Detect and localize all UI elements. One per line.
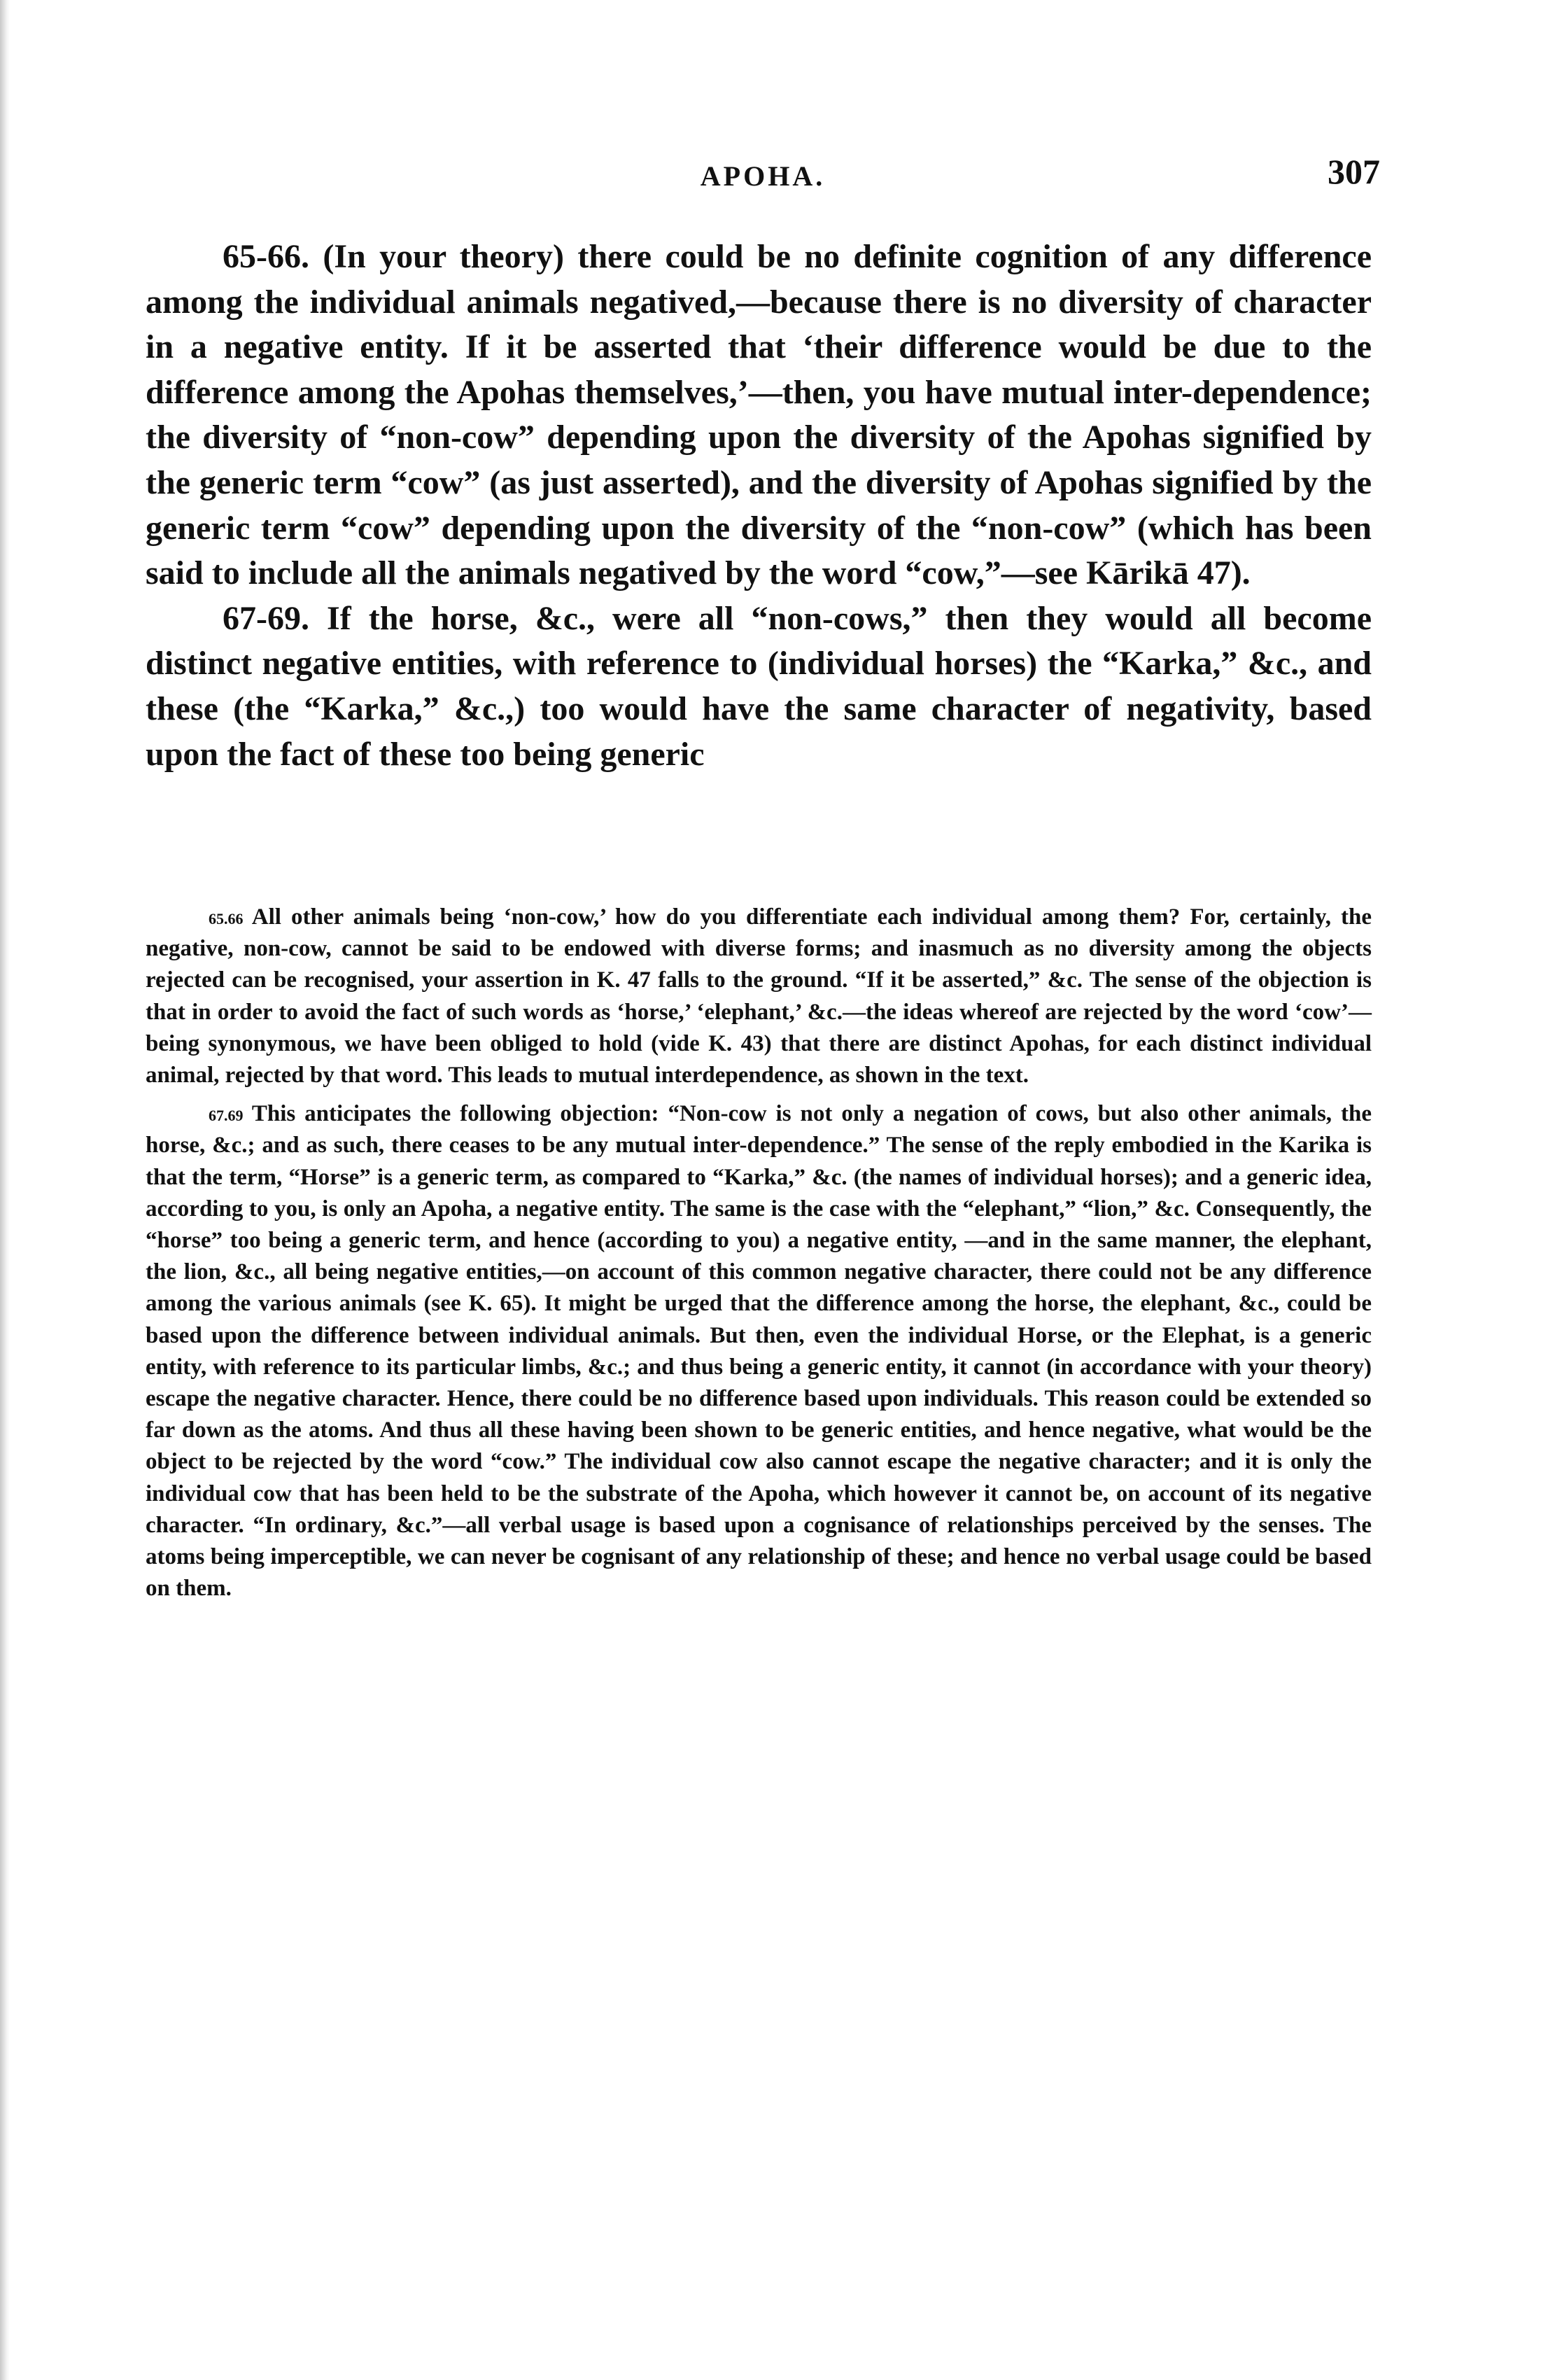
footnote-text: All other animals being ‘non-cow,’ how do you differentiate each individual among them? For, certainly, the negative, non-cow, cannot be said to be endowed with diverse forms; and inasmuch as no diversity among the objects rejected can be recognised, your assertion in K. 47 falls to the ground. “If it be asserted,” &c. The sense of the objection is that in order to avoid the fact of such words as ‘horse,’ ‘elephant,’ &c.—the ideas whereof are rejected by the word ‘cow’—being synonymous, we have been obliged to hold (vide K. 43) that there are distinct Apohas, for each distinct individual animal, rejected by that word. This leads to mutual interdependence, as shown in the text. <box>146 904 1372 1088</box>
footnote-65-66 <box>146 902 1372 1091</box>
running-title: APOHA. <box>700 160 826 192</box>
running-head <box>0 147 1541 210</box>
footnote-ref: 65.66 <box>209 910 244 927</box>
main-text <box>146 234 1372 777</box>
footnote-67-69 <box>146 1098 1372 1604</box>
page-binding-edge <box>0 0 10 2380</box>
footnote-text: This anticipates the following objection: “Non-cow is not only a negation of cows, but also other animals, the horse, &c.; and as such, there ceases to be any mutual inter-dependence.” The sense of the reply embodied in the Karika is that the term, “Horse” is a generic term, as compared to “Karka,” &c. (the names of individual horses); and a generic idea, according to you, is only an Apoha, a negative entity. The same is the case with the “elephant,” “lion,” &c. Consequently, the “horse” too being a generic term, and hence (according to you) a negative entity, —and in the same manner, the elephant, the lion, &c., all being negative entities,—on account of this common negative character, there could not be any difference among the various animals (see K. 65). It might be urged that the difference among the horse, the elephant, &c., could be based upon the difference between individual animals. But then, even the individual Horse, or the Elephat, is a generic entity, with reference to its particular limbs, &c.; and thus being a generic entity, it cannot (in accordance with your theory) escape the negative character. Hence, there could be no difference based upon individuals. This reason could be extended so far down as the atoms. And thus all these having been shown to be generic entities, and hence negative, what would be the object to be rejected by the word “cow.” The individual cow also cannot escape the negative character; and it is only the individual cow that has been held to be the substrate of the Apoha, which however it cannot be, on account of its negative character. “In ordinary, &c.”—all verbal usage is based upon a cognisance of relationships perceived by the senses. The atoms being imperceptible, we can never be cognisant of any relationship of these; and hence no verbal usage could be based on them. <box>146 1101 1372 1602</box>
page-number: 307 <box>1328 152 1380 191</box>
paragraph-65-66: 65-66. (In your theory) there could be no definite cognition of any difference among the individual animals negatived,—because there is no diversity of character in a negative entity. If it be asserted that ‘their difference would be due to the difference among the Apohas themselves,’—then, you have mutual inter-dependence; the diversity of “non-cow” depending upon the diversity of the Apohas signified by the generic term “cow” (as just asserted), and the diversity of Apohas signified by the generic term “cow” depending upon the diversity of the “non-cow” (which has been said to include all the animals negatived by the word “cow,”—see Kārikā 47). <box>146 238 1372 592</box>
paragraph-67-69: 67-69. If the horse, &c., were all “non-cows,” then they would all become distinct negative entities, with reference to (individual horses) the “Karka,” &c., and these (the “Karka,” &c.,) too would have the same character of negativity, based upon the fact of these too being generic <box>146 599 1372 773</box>
footnote-ref: 67.69 <box>209 1107 244 1125</box>
footnotes <box>146 902 1372 1604</box>
